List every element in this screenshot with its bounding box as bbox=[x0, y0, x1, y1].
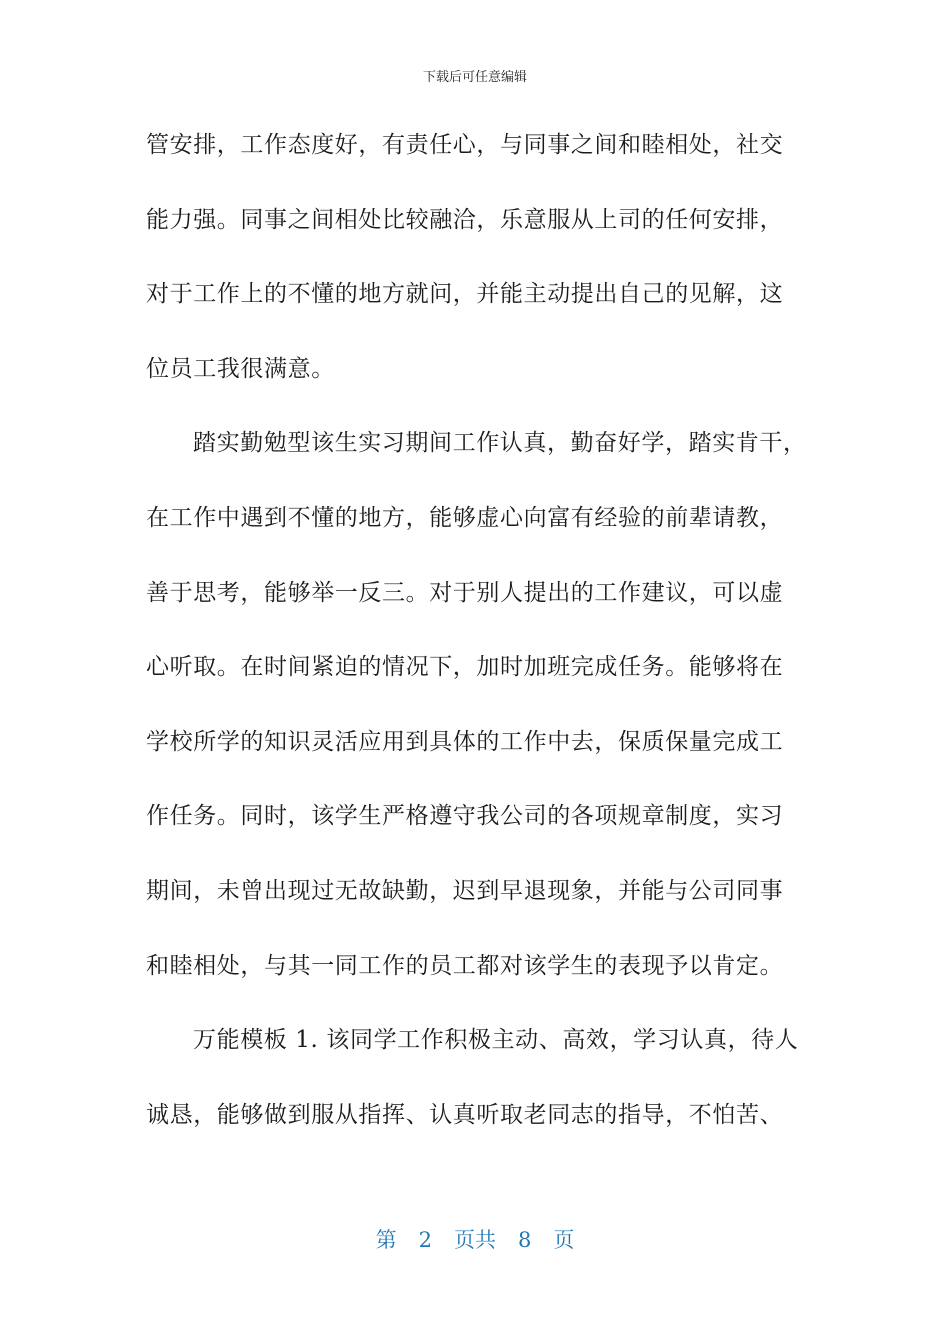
footer-total-pages: 8 bbox=[518, 1228, 532, 1252]
paragraph-2-line-4: 心听取。在时间紧迫的情况下，加时加班完成任务。能够将在 bbox=[146, 654, 784, 681]
paragraph-1-line-3: 对于工作上的不懂的地方就问，并能主动提出自己的见解，这 bbox=[146, 281, 784, 308]
paragraph-2-line-7: 期间，未曾出现过无故缺勤，迟到早退现象，并能与公司同事 bbox=[146, 877, 784, 904]
paragraph-3-line-2: 诚恳，能够做到服从指挥、认真听取老同志的指导，不怕苦、 bbox=[146, 1101, 784, 1128]
paragraph-2-line-2: 在工作中遇到不懂的地方，能够虚心向富有经验的前辈请教， bbox=[146, 504, 784, 531]
paragraph-2-line-6: 作任务。同时，该学生严格遵守我公司的各项规章制度，实习 bbox=[146, 803, 784, 830]
document-body bbox=[146, 108, 806, 1152]
paragraph-2-line-8: 和睦相处，与其一同工作的员工都对该学生的表现予以肯定。 bbox=[146, 952, 784, 979]
footer-prefix: 第 bbox=[375, 1228, 397, 1252]
paragraph-2-line-5: 学校所学的知识灵活应用到具体的工作中去，保质保量完成工 bbox=[146, 728, 784, 755]
paragraph-1-line-1: 管安排，工作态度好，有责任心，与同事之间和睦相处，社交 bbox=[146, 132, 784, 158]
page-header-note: 下载后可任意编辑 bbox=[422, 70, 527, 85]
paragraph-2-line-3: 善于思考，能够举一反三。对于别人提出的工作建议，可以虚 bbox=[146, 579, 784, 606]
paragraph-1-line-4: 位员工我很满意。 bbox=[146, 355, 335, 382]
footer-middle: 页共 bbox=[454, 1228, 496, 1252]
footer-current-page: 2 bbox=[418, 1228, 432, 1252]
footer-suffix: 页 bbox=[553, 1228, 575, 1252]
paragraph-1-line-2: 能力强。同事之间相处比较融洽，乐意服从上司的任何安排， bbox=[146, 206, 784, 233]
paragraph-3-line-1: 万能模板 1. 该同学工作积极主动、高效，学习认真，待人 bbox=[193, 1027, 799, 1054]
paragraph-2-line-1: 踏实勤勉型该生实习期间工作认真，勤奋好学，踏实肯干， bbox=[193, 430, 807, 457]
page-footer bbox=[0, 1224, 950, 1254]
